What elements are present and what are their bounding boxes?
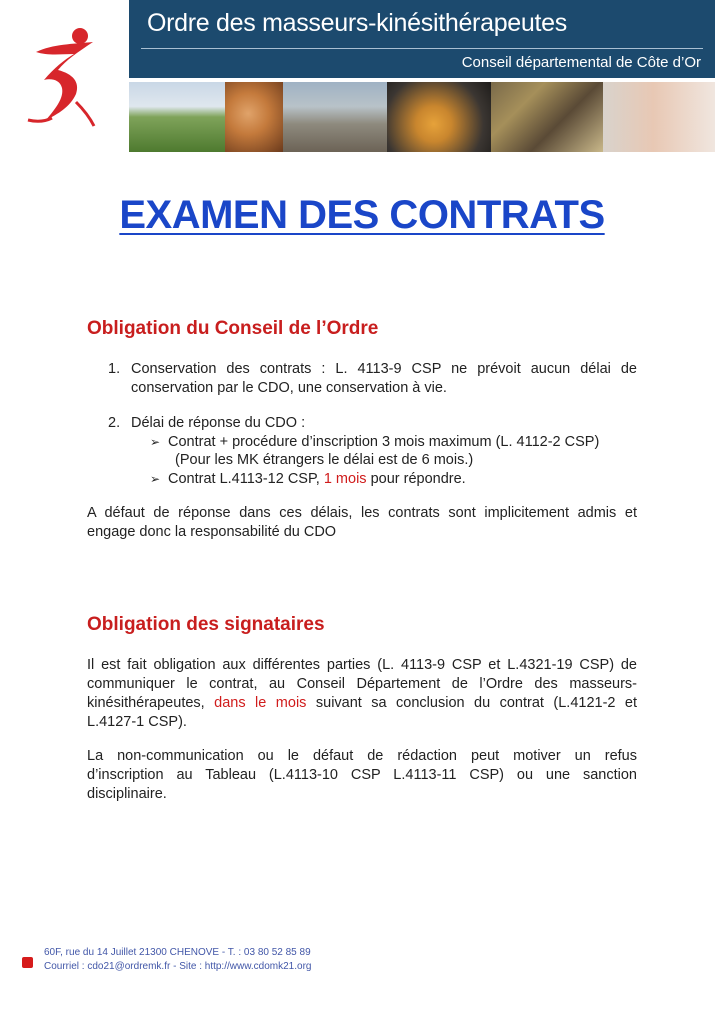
item1-line2: conservation par le CDO, une conservation à vie. — [131, 380, 447, 396]
bullet-2-before: Contrat L.4113-12 CSP, — [168, 471, 320, 487]
photo-hospices — [491, 82, 603, 152]
footer-address: 60F, rue du 14 Juillet 21300 CHENOVE - T. : 03 80 52 85 89 — [44, 947, 311, 958]
list-number-2: 2. — [108, 415, 121, 431]
s2-highlight: dans le mois — [214, 695, 307, 711]
footer — [44, 946, 311, 974]
item1-line1: Conservation des contrats : L. 4113-9 CSP ne prévoit aucun délai de — [131, 361, 637, 377]
header-banner — [129, 0, 715, 78]
ordre-logo — [18, 22, 108, 132]
section-title-signataires: Obligation des signataires — [87, 614, 325, 635]
photo-baby — [603, 82, 715, 152]
arrow-bullet-icon: ➢ — [150, 472, 161, 486]
section-title-conseil: Obligation du Conseil de l’Ordre — [87, 318, 379, 339]
photo-strip — [129, 82, 715, 152]
s2-p1-line4: L.4127-1 CSP). — [87, 714, 187, 730]
s2-p1-line3-after: suivant sa conclusion du contrat (L.4121-2 et — [315, 695, 638, 711]
banner-subtitle: Conseil départemental de Côte d’Or — [461, 54, 701, 71]
bullet-2-after: pour répondre. — [370, 471, 466, 487]
banner-divider — [141, 48, 703, 49]
banner-title: Ordre des masseurs-kinésithérapeutes — [147, 9, 567, 37]
photo-city — [283, 82, 387, 152]
arrow-bullet-icon: ➢ — [150, 435, 161, 449]
page-heading: EXAMEN DES CONTRATS — [119, 193, 605, 237]
s2-p2-line1: La non-communication ou le défaut de rédaction peut motiver un refus — [87, 748, 637, 764]
s2-p2-line2: d’inscription au Tableau (L.4113-10 CSP L.4113-11 CSP) ou une sanction — [87, 767, 637, 783]
section1-para-line2: engage donc la responsabilité du CDO — [87, 524, 337, 540]
bullet-2 — [150, 470, 466, 489]
s2-p1-line3-before: kinésithérapeutes, — [87, 695, 205, 711]
s2-p2-line3: disciplinaire. — [87, 786, 167, 802]
bullet-1-text: Contrat + procédure d’inscription 3 mois maximum (L. 4112-2 CSP) — [168, 434, 600, 450]
section1-para-line1: A défaut de réponse dans ces délais, les contrats sont implicitement admis et — [87, 505, 637, 521]
s2-p1-line2: communiquer le contrat, au Conseil Département de l’Ordre des masseurs- — [87, 676, 637, 692]
bullet-1-note: (Pour les MK étrangers le délai est de 6 mois.) — [175, 452, 474, 468]
bullet-2-highlight: 1 mois — [323, 471, 367, 487]
photo-rehab — [387, 82, 491, 152]
photo-vineyard — [129, 82, 225, 152]
bullet-1 — [150, 433, 599, 452]
item2-text: Délai de réponse du CDO : — [131, 415, 306, 431]
photo-massage — [225, 82, 283, 152]
s2-p1-line3 — [87, 694, 637, 713]
s2-p1-line1: Il est fait obligation aux différentes parties (L. 4113-9 CSP et L.4321-19 CSP) de — [87, 657, 637, 673]
list-number-1: 1. — [108, 361, 121, 377]
footer-contact: Courriel : cdo21@ordremk.fr - Site : http://www.cdomk21.org — [44, 961, 312, 972]
footer-square-icon — [22, 957, 33, 968]
